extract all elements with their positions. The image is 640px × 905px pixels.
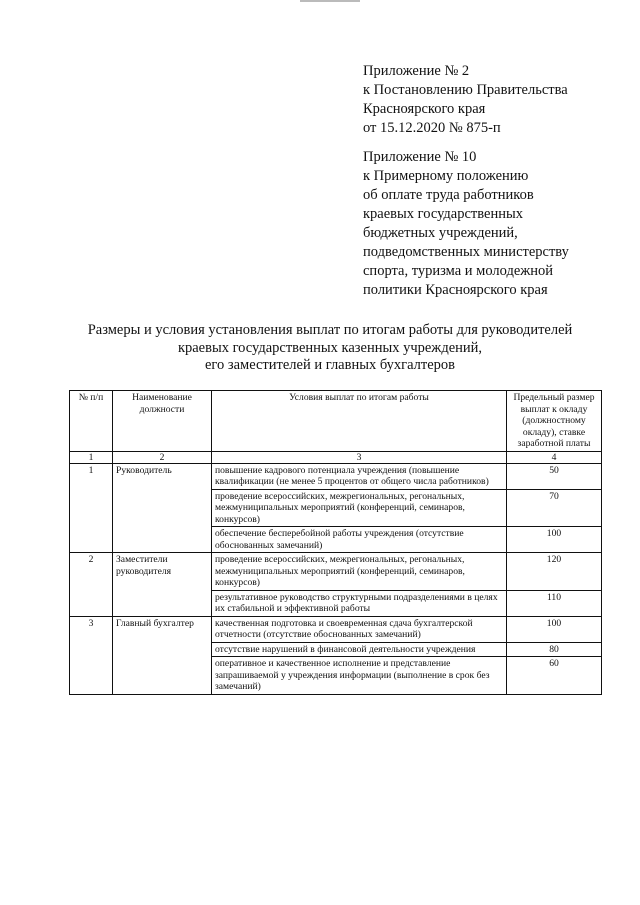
- header-rate: Предельный размер выплат к окладу (должностному окладу), ставке заработной платы: [507, 391, 602, 452]
- condition-cell: отсутствие нарушений в финансовой деятельности учреждения: [212, 642, 507, 657]
- condition-cell: повышение кадрового потенциала учреждения (повышение квалификации (не менее 5 процентов от общего числа работников): [212, 463, 507, 489]
- appendix-2-line: от 15.12.2020 № 875-п: [363, 120, 501, 136]
- rate-cell: 70: [507, 489, 602, 527]
- row-number: 3: [70, 616, 113, 694]
- condition-cell: качественная подготовка и своевременная сдача бухгалтерской отчетности (отсутствие обоснованных замечаний): [212, 616, 507, 642]
- appendix-2-line: Красноярского края: [363, 101, 486, 117]
- rate-cell: 100: [507, 616, 602, 642]
- row-number: 1: [70, 463, 113, 553]
- condition-cell: обеспечение бесперебойной работы учреждения (отсутствие обоснованных замечаний): [212, 527, 507, 553]
- condition-cell: оперативное и качественное исполнение и представление запрашиваемой у учреждения информации (выполнение в срок без замечаний): [212, 657, 507, 695]
- appendix-10-line: политики Красноярского края: [363, 282, 548, 298]
- appendix-10-line: спорта, туризма и молодежной: [363, 263, 554, 279]
- row-number: 2: [70, 553, 113, 617]
- payments-table: [69, 390, 602, 695]
- appendix-2-block: [363, 62, 568, 138]
- rate-cell: 50: [507, 463, 602, 489]
- column-index: 4: [507, 451, 602, 463]
- appendix-10-line: к Примерному положению: [363, 168, 529, 184]
- title-line: его заместителей и главных бухгалтеров: [204, 357, 456, 373]
- appendix-10-line: краевых государственных: [363, 206, 523, 222]
- condition-cell: проведение всероссийских, межрегиональных, регональных, межмуниципальных мероприятий (конференций, семинаров, конкурсов): [212, 489, 507, 527]
- appendix-10-line: об оплате труда работников: [363, 187, 534, 203]
- title-line: Размеры и условия установления выплат по итогам работы для руководителей: [87, 322, 573, 338]
- rate-cell: 100: [507, 527, 602, 553]
- header-name: Наименование должности: [113, 391, 212, 452]
- header-conditions: Условия выплат по итогам работы: [212, 391, 507, 452]
- appendix-2-line: к Постановлению Правительства: [363, 82, 568, 98]
- column-index: 3: [212, 451, 507, 463]
- scan-edge-mark: [300, 0, 360, 2]
- column-index: 1: [70, 451, 113, 463]
- position-name: Главный бухгалтер: [113, 616, 212, 694]
- table-row: [70, 463, 602, 489]
- table-row: [70, 616, 602, 642]
- appendix-2-line: Приложение № 2: [363, 63, 470, 79]
- rate-cell: 80: [507, 642, 602, 657]
- rate-cell: 110: [507, 590, 602, 616]
- appendix-10-line: Приложение № 10: [363, 149, 477, 165]
- title-line: краевых государственных казенных учреждений,: [177, 339, 483, 356]
- table-header-row: [70, 391, 602, 452]
- appendix-10-block: [363, 148, 569, 300]
- appendix-10-line: подведомственных министерству: [363, 244, 569, 260]
- condition-cell: результативное руководство структурными подразделениями в целях их стабильной и эффективной работы: [212, 590, 507, 616]
- rate-cell: 120: [507, 553, 602, 591]
- column-index-row: [70, 451, 602, 463]
- document-title: [60, 322, 600, 375]
- position-name: Заместители руководителя: [113, 553, 212, 617]
- column-index: 2: [113, 451, 212, 463]
- appendix-10-line: бюджетных учреждений,: [363, 225, 518, 241]
- position-name: Руководитель: [113, 463, 212, 553]
- header-num: № п/п: [70, 391, 113, 452]
- condition-cell: проведение всероссийских, межрегиональных, регональных, межмуниципальных мероприятий (конференций, семинаров, конкурсов): [212, 553, 507, 591]
- rate-cell: 60: [507, 657, 602, 695]
- table-row: [70, 553, 602, 591]
